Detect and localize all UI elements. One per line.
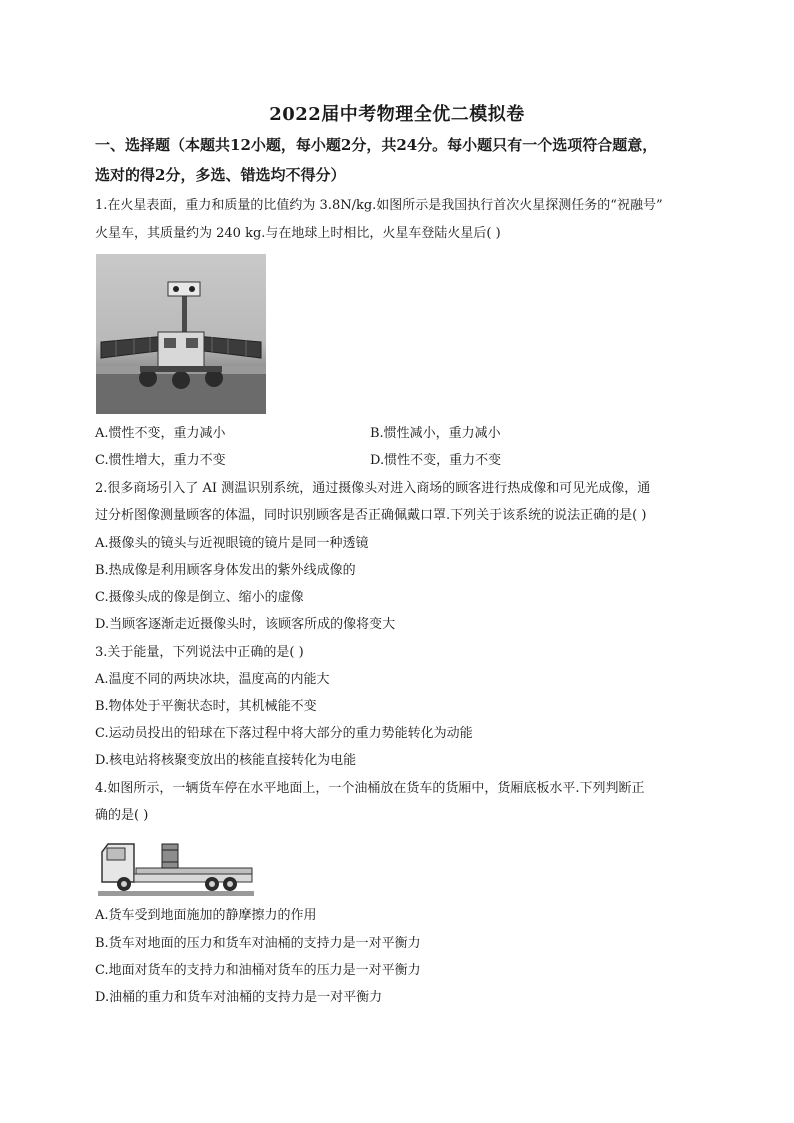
question-3-option-a: A.温度不同的两块冰块，温度高的内能大: [95, 672, 330, 687]
question-1-stem-line-1: 1.在火星表面，重力和质量的比值约为 3.8N/kg.如图所示是我国执行首次火星探测任务的“祝融号”: [95, 198, 663, 213]
question-2-option-c: C.摄像头成的像是倒立、缩小的虚像: [95, 590, 304, 605]
question-1-option-b: B.惯性减小，重力减小: [370, 426, 501, 441]
question-3-stem: 3.关于能量，下列说法中正确的是( ): [95, 645, 304, 660]
question-1-option-c: C.惯性增大，重力不变: [95, 453, 226, 468]
question-4-stem-line-1: 4.如图所示，一辆货车停在水平地面上，一个油桶放在货车的货厢中，货厢底板水平.下列判断正: [95, 781, 645, 796]
mars-rover-drawing: [96, 254, 266, 414]
question-4-option-c: C.地面对货车的支持力和油桶对货车的压力是一对平衡力: [95, 963, 421, 978]
truck-with-oil-barrel-image: [98, 838, 254, 896]
page-title: 2022届中考物理全优二模拟卷: [269, 104, 525, 125]
mars-rover-image: [96, 254, 266, 414]
question-2-stem-line-1: 2.很多商场引入了 AI 测温识别系统，通过摄像头对进入商场的顾客进行热成像和可见光成像，通: [95, 481, 651, 496]
question-2-option-a: A.摄像头的镜头与近视眼镜的镜片是同一种透镜: [95, 536, 369, 551]
question-4-stem-line-2: 确的是( ): [95, 808, 149, 823]
section-heading-line-2: 选对的得2分，多选、错选均不得分）: [95, 166, 346, 184]
question-1-stem-line-2: 火星车，其质量约为 240 kg.与在地球上时相比，火星车登陆火星后( ): [95, 226, 501, 241]
question-3-option-c: C.运动员投出的铅球在下落过程中将大部分的重力势能转化为动能: [95, 726, 473, 741]
question-4-option-b: B.货车对地面的压力和货车对油桶的支持力是一对平衡力: [95, 936, 421, 951]
question-1-option-a: A.惯性不变，重力减小: [95, 426, 226, 441]
section-heading-line-1: 一、选择题（本题共12小题，每小题2分，共24分。每小题只有一个选项符合题意，: [95, 136, 658, 154]
question-1-option-d: D.惯性不变，重力不变: [370, 453, 502, 468]
question-3-option-b: B.物体处于平衡状态时，其机械能不变: [95, 699, 317, 714]
question-4-option-d: D.油桶的重力和货车对油桶的支持力是一对平衡力: [95, 990, 383, 1005]
question-2-stem-line-2: 过分析图像测量顾客的体温，同时识别顾客是否正确佩戴口罩.下列关于该系统的说法正确的是( ): [95, 508, 647, 523]
question-4-option-a: A.货车受到地面施加的静摩擦力的作用: [95, 908, 317, 923]
truck-drawing: [98, 838, 254, 896]
question-3-option-d: D.核电站将核聚变放出的核能直接转化为电能: [95, 753, 357, 768]
question-2-option-d: D.当顾客逐渐走近摄像头时，该顾客所成的像将变大: [95, 617, 396, 632]
question-2-option-b: B.热成像是利用顾客身体发出的紫外线成像的: [95, 563, 356, 578]
